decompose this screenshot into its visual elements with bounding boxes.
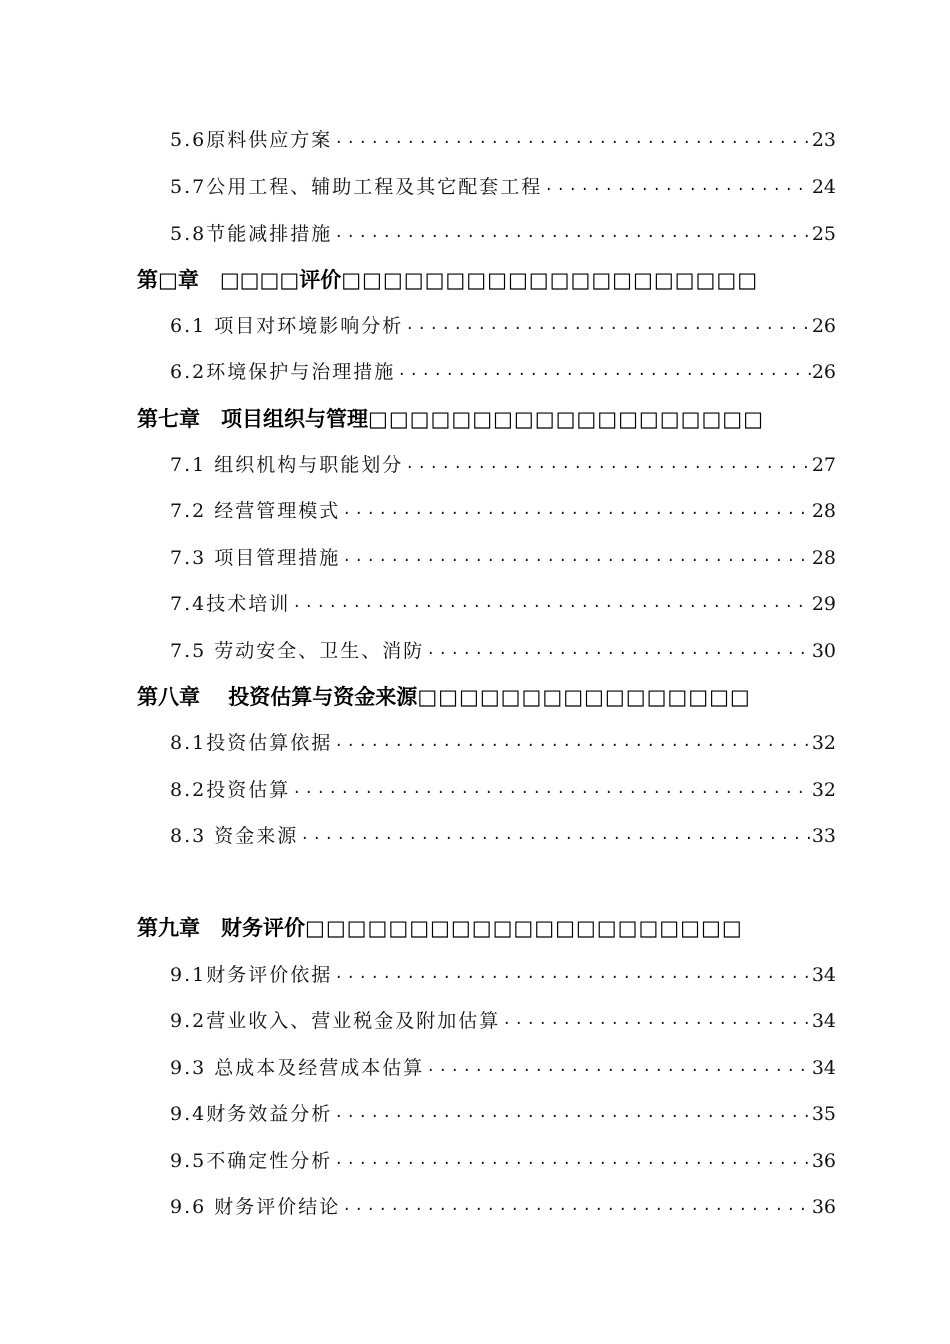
chapter-title: 第七章 项目组织与管理 [137,407,368,431]
chapter-title: 第□章 □□□□评价 [137,268,342,292]
dot-leader [332,728,812,758]
dot-leader [340,496,812,526]
toc-page-number: 30 [811,640,836,662]
dot-leader [332,1099,812,1129]
toc-page-number: 34 [811,964,836,986]
dot-leader [332,125,812,155]
toc-entry-9-6[interactable] [170,1192,836,1222]
toc-entry-9-4[interactable] [170,1099,836,1129]
dot-leader [403,311,812,341]
toc-entry-label: 7.4技术培训 [170,593,291,615]
toc-entry-label: 5.6原料供应方案 [170,129,333,151]
toc-entry-label: 6.1 项目对环境影响分析 [170,315,404,337]
toc-entry-label: 6.2环境保护与治理措施 [170,361,396,383]
toc-page-number: 26 [811,361,836,383]
toc-page-number: 28 [811,500,836,522]
dot-leader [340,543,812,573]
toc-entry-label: 9.5不确定性分析 [170,1150,333,1172]
dot-leader [403,450,812,480]
toc-entry-9-2[interactable] [170,1006,836,1036]
toc-entry-5-6[interactable] [170,125,836,155]
toc-entry-label: 9.1财务评价依据 [170,964,333,986]
dot-leader [542,172,812,202]
toc-entry-label: 7.1 组织机构与职能划分 [170,454,404,476]
toc-page-number: 29 [811,593,836,615]
missing-glyph-boxes: □□□□□□□□□□□□□□□□□□□□ [341,268,759,292]
toc-page-number: 32 [811,732,836,754]
toc-entry-5-7[interactable] [170,172,836,202]
chapter-7-heading[interactable] [137,403,837,435]
dot-leader [290,589,812,619]
toc-entry-7-2[interactable] [170,496,836,526]
toc-entry-9-5[interactable] [170,1146,836,1176]
toc-entry-6-2[interactable] [170,357,836,387]
toc-entry-label: 5.8节能减排措施 [170,223,333,245]
toc-page-number: 24 [811,176,836,198]
toc-entry-label: 9.2营业收入、营业税金及附加估算 [170,1010,501,1032]
toc-entry-label: 8.1投资估算依据 [170,732,333,754]
toc-page-number: 25 [811,223,836,245]
dot-leader [500,1006,812,1036]
dot-leader [340,1192,812,1222]
toc-entry-label: 7.5 劳动安全、卫生、消防 [170,640,425,662]
toc-page-number: 28 [811,547,836,569]
missing-glyph-boxes: □□□□□□□□□□□□□□□□ [417,685,751,709]
chapter-9-heading[interactable] [137,912,837,944]
toc-entry-8-2[interactable] [170,775,836,805]
toc-entry-7-4[interactable] [170,589,836,619]
toc-page-number: 23 [811,129,836,151]
toc-page-number: 26 [811,315,836,337]
dot-leader [395,357,812,387]
toc-page-number: 35 [811,1103,836,1125]
chapter-6-heading[interactable] [137,264,837,296]
toc-page-number: 33 [811,825,836,847]
missing-glyph-boxes: □□□□□□□□□□□□□□□□□□□ [368,407,764,431]
toc-entry-label: 9.4财务效益分析 [170,1103,333,1125]
toc-entry-9-1[interactable] [170,960,836,990]
toc-entry-8-1[interactable] [170,728,836,758]
toc-entry-label: 8.3 资金来源 [170,825,299,847]
toc-page-number: 34 [811,1057,836,1079]
toc-page-number: 36 [811,1150,836,1172]
dot-leader [424,636,812,666]
toc-page-number: 34 [811,1010,836,1032]
dot-leader [290,775,812,805]
dot-leader [332,960,812,990]
dot-leader [298,821,812,851]
chapter-8-heading[interactable] [137,681,837,713]
toc-page-number: 36 [811,1196,836,1218]
toc-entry-label: 9.6 财务评价结论 [170,1196,341,1218]
toc-entry-9-3[interactable] [170,1053,836,1083]
toc-entry-label: 7.3 项目管理措施 [170,547,341,569]
dot-leader [424,1053,812,1083]
toc-page-number: 27 [811,454,836,476]
toc-page-number: 32 [811,779,836,801]
toc-entry-7-1[interactable] [170,450,836,480]
toc-entry-5-8[interactable] [170,219,836,249]
toc-entry-8-3[interactable] [170,821,836,851]
toc-entry-label: 7.2 经营管理模式 [170,500,341,522]
toc-entry-label: 5.7公用工程、辅助工程及其它配套工程 [170,176,543,198]
chapter-title: 第九章 财务评价 [137,916,305,940]
dot-leader [332,219,812,249]
toc-entry-label: 9.3 总成本及经营成本估算 [170,1057,425,1079]
dot-leader [332,1146,812,1176]
missing-glyph-boxes: □□□□□□□□□□□□□□□□□□□□□ [305,916,743,940]
toc-entry-7-3[interactable] [170,543,836,573]
toc-entry-6-1[interactable] [170,311,836,341]
toc-entry-label: 8.2投资估算 [170,779,291,801]
chapter-title: 第八章 投资估算与资金来源 [137,685,418,709]
toc-entry-7-5[interactable] [170,636,836,666]
